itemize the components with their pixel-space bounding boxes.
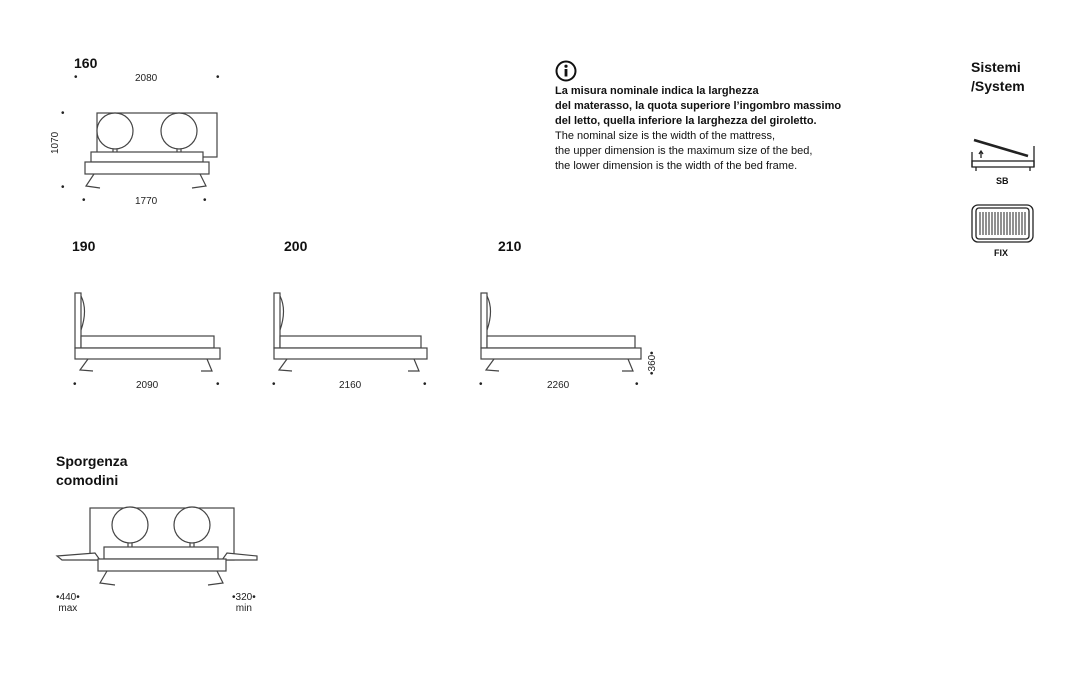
note-en-line: the lower dimension is the width of the bed frame. — [555, 160, 798, 172]
size-190-title: 190 — [72, 238, 96, 254]
systems-title-line2: /System — [971, 78, 1025, 94]
nightstand-left-label: max — [58, 603, 78, 614]
dim-dot: • — [61, 182, 65, 193]
note-en-line: the upper dimension is the maximum size of the bed, — [555, 145, 813, 157]
nightstand-right-label: min — [235, 603, 252, 614]
system-label-fix: FIX — [994, 248, 1009, 258]
size-160-title: 160 — [74, 55, 98, 71]
dim-side-height-value: 360 — [647, 354, 658, 372]
nightstand-right-dim: •320• min — [232, 592, 256, 614]
dim-dot: • — [82, 195, 86, 206]
dim-dot: • — [73, 379, 77, 390]
nightstand-title-line1: Sporgenza — [56, 453, 128, 469]
note-it-line: del letto, quella inferiore la larghezza del giroletto. — [555, 115, 817, 127]
systems-title-line1: Sistemi — [971, 59, 1021, 75]
note-it-line: del materasso, la quota superiore l’ingombro massimo — [555, 100, 842, 112]
dim-dot: • — [423, 379, 427, 390]
dim-width-top: 2080 — [135, 73, 158, 84]
nightstand-right-value: 320 — [235, 592, 253, 603]
nightstand-left-value: 440 — [59, 592, 77, 603]
dim-length-190: 2090 — [136, 380, 159, 391]
dim-width-bottom: 1770 — [135, 196, 158, 207]
nightstand-title-line2: comodini — [56, 472, 119, 488]
size-210-title: 210 — [498, 238, 522, 254]
system-label-sb: SB — [996, 176, 1009, 186]
dim-dot: • — [61, 108, 65, 119]
dim-dot: • — [216, 379, 220, 390]
dim-dot: • — [479, 379, 483, 390]
dim-dot: • — [272, 379, 276, 390]
note-en-line: The nominal size is the width of the mattress, — [555, 130, 776, 142]
dim-length-210: 2260 — [547, 380, 570, 391]
dim-dot: • — [74, 72, 78, 83]
dim-length-200: 2160 — [339, 380, 362, 391]
dim-height: 1070 — [50, 131, 61, 154]
size-200-title: 200 — [284, 238, 308, 254]
dim-dot: • — [635, 379, 639, 390]
dim-side-height: •360• — [647, 351, 658, 375]
dim-dot: • — [203, 195, 207, 206]
note-it-line: La misura nominale indica la larghezza — [555, 85, 759, 97]
nightstand-left-dim: •440• max — [56, 592, 80, 614]
dim-dot: • — [216, 72, 220, 83]
